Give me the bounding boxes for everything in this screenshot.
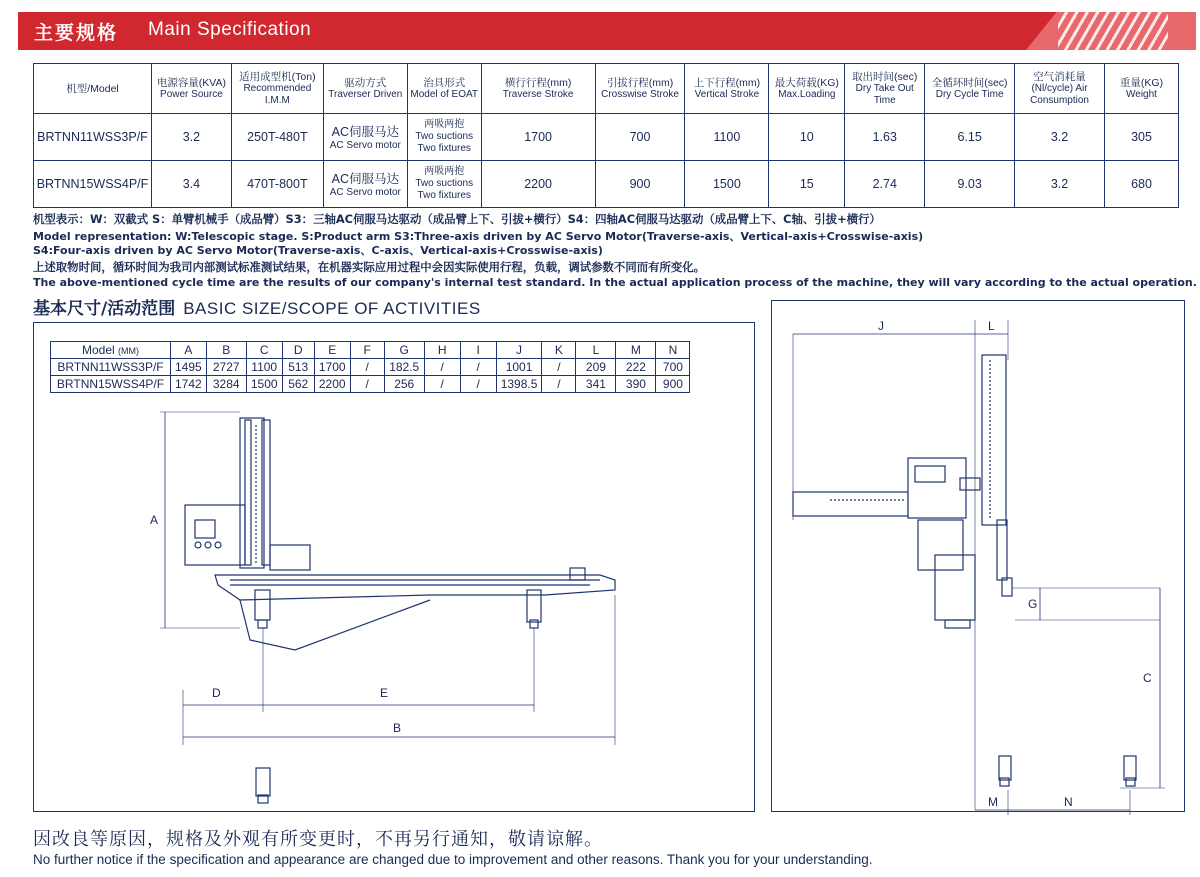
dims-cell: 1398.5 xyxy=(496,376,542,393)
cell-imm: 250T-480T xyxy=(231,114,323,161)
cell-vertical: 1500 xyxy=(685,161,769,208)
spec-header-vertical: 上下行程(mm) Vertical Stroke xyxy=(685,64,769,114)
cell-eoat: 两吸两抱 Two suctions Two fixtures xyxy=(407,114,481,161)
dims-header-e: E xyxy=(314,342,350,359)
dims-cell: 562 xyxy=(282,376,314,393)
dims-cell: / xyxy=(424,376,460,393)
dims-header-j: J xyxy=(496,342,542,359)
dims-cell: 209 xyxy=(576,359,616,376)
cell-crosswise: 900 xyxy=(595,161,685,208)
dims-cell: 256 xyxy=(384,376,424,393)
dims-cell: / xyxy=(460,359,496,376)
dims-cell: 2200 xyxy=(314,376,350,393)
cell-imm: 470T-800T xyxy=(231,161,323,208)
dims-cell: 700 xyxy=(656,359,690,376)
spec-header-loading: 最大荷载(KG) Max.Loading xyxy=(769,64,845,114)
cell-traverse: 2200 xyxy=(481,161,595,208)
cell-cycle: 9.03 xyxy=(925,161,1015,208)
cell-model: BRTNN11WSS3P/F xyxy=(34,114,152,161)
spec-header-eoat: 治具形式 Model of EOAT xyxy=(407,64,481,114)
spec-header-air: 空气消耗量 (Nl/cycle) Air Consumption xyxy=(1015,64,1105,114)
dims-header-a: A xyxy=(171,342,207,359)
front-view-labels xyxy=(878,319,1152,809)
cell-drive: AC伺服马达 AC Servo motor xyxy=(323,114,407,161)
note-model-en-2: S4:Four-axis driven by AC Servo Motor(Traverse-axis、C-axis、Vertical-axis+Crosswise-axis) xyxy=(33,244,603,257)
spec-header-power: 电源容量(KVA) Power Source xyxy=(151,64,231,114)
dims-header-m: M xyxy=(616,342,656,359)
dims-cell-model: BRTNN15WSS4P/F xyxy=(51,376,171,393)
label-b: B xyxy=(393,721,402,735)
cell-weight: 680 xyxy=(1105,161,1179,208)
spec-header-model: 机型/Model xyxy=(34,64,152,114)
dims-cell: / xyxy=(350,359,384,376)
dims-cell: / xyxy=(542,359,576,376)
spec-header-takeout: 取出时间(sec) Dry Take Out Time xyxy=(845,64,925,114)
note-model-cn: 机型表示：W：双截式 S：单臂机械手（成品臂）S3：三轴AC伺服马达驱动（成品臂上下、引拔+横行）S4：四轴AC伺服马达驱动（成品臂上下、C轴、引拔+横行） xyxy=(33,212,881,226)
label-n: N xyxy=(1064,795,1073,809)
spec-header-traverse: 横行行程(mm) Traverse Stroke xyxy=(481,64,595,114)
cell-cycle: 6.15 xyxy=(925,114,1015,161)
cell-drive: AC伺服马达 AC Servo motor xyxy=(323,161,407,208)
label-c: C xyxy=(1143,671,1152,685)
dims-cell: 2727 xyxy=(206,359,246,376)
label-g: G xyxy=(1028,597,1038,611)
footer-notice-en: No further notice if the specification and appearance are changed due to improvement and other reasons. Thank you for your understanding. xyxy=(33,852,873,867)
dims-header-g: G xyxy=(384,342,424,359)
spec-header-imm: 适用成型机(Ton) Recommended I.M.M xyxy=(231,64,323,114)
side-view-drawing xyxy=(160,412,615,803)
dims-cell: 1742 xyxy=(171,376,207,393)
section-title-cn: 基本尺寸/活动范围 xyxy=(33,299,176,319)
dims-header-c: C xyxy=(246,342,282,359)
dims-cell: 1495 xyxy=(171,359,207,376)
dims-header-d: D xyxy=(282,342,314,359)
cell-model: BRTNN15WSS4P/F xyxy=(34,161,152,208)
label-l: L xyxy=(988,319,995,333)
dims-cell: 182.5 xyxy=(384,359,424,376)
header-title-en: Main Specification xyxy=(148,19,312,40)
header-title-cn: 主要规格 xyxy=(34,22,119,44)
note-cycle-en: The above-mentioned cycle time are the results of our company's internal test standard. In the actual application process of the machine, they will vary according to the actual operation. xyxy=(33,276,1197,289)
dims-cell: 222 xyxy=(616,359,656,376)
dims-cell: / xyxy=(460,376,496,393)
front-view-drawing xyxy=(793,320,1165,815)
section-title-en: BASIC SIZE/SCOPE OF ACTIVITIES xyxy=(183,299,481,318)
dims-cell: 390 xyxy=(616,376,656,393)
spec-header-weight: 重量(KG) Weight xyxy=(1105,64,1179,114)
dims-cell: 341 xyxy=(576,376,616,393)
dims-cell-model: BRTNN11WSS3P/F xyxy=(51,359,171,376)
cell-takeout: 2.74 xyxy=(845,161,925,208)
cell-vertical: 1100 xyxy=(685,114,769,161)
label-j: J xyxy=(878,319,884,333)
cell-takeout: 1.63 xyxy=(845,114,925,161)
spec-header-cycle: 全循环时间(sec) Dry Cycle Time xyxy=(925,64,1015,114)
cell-air: 3.2 xyxy=(1015,114,1105,161)
dims-cell: / xyxy=(542,376,576,393)
note-model-en-1: Model representation: W:Telescopic stage. S:Product arm S3:Three-axis driven by AC Servo Motor(Traverse-axis、Vertical-axis+Crosswise-axis) xyxy=(33,230,924,243)
cell-crosswise: 700 xyxy=(595,114,685,161)
dims-cell: / xyxy=(350,376,384,393)
label-d: D xyxy=(212,686,221,700)
spec-header-drive: 驱动方式 Traverser Driven xyxy=(323,64,407,114)
dims-cell: 1100 xyxy=(246,359,282,376)
label-e: E xyxy=(380,686,389,700)
dims-cell: / xyxy=(424,359,460,376)
label-m: M xyxy=(988,795,998,809)
spec-header-crosswise: 引拔行程(mm) Crosswise Stroke xyxy=(595,64,685,114)
dims-header-h: H xyxy=(424,342,460,359)
label-a: A xyxy=(150,513,159,527)
dims-cell: 513 xyxy=(282,359,314,376)
dims-header-l: L xyxy=(576,342,616,359)
dims-cell: 3284 xyxy=(206,376,246,393)
dims-cell: 900 xyxy=(656,376,690,393)
side-view-labels xyxy=(150,513,401,735)
dims-header-i: I xyxy=(460,342,496,359)
cell-power: 3.2 xyxy=(151,114,231,161)
dims-cell: 1500 xyxy=(246,376,282,393)
dims-header-b: B xyxy=(206,342,246,359)
cell-power: 3.4 xyxy=(151,161,231,208)
dims-header-model: Model (MM) xyxy=(51,342,171,359)
dims-cell: 1700 xyxy=(314,359,350,376)
note-cycle-cn: 上述取物时间，循环时间为我司内部测试标准测试结果，在机器实际应用过程中会因实际使用行程，负载，调试参数不同而有所变化。 xyxy=(33,260,706,274)
cell-loading: 10 xyxy=(769,114,845,161)
dims-header-k: K xyxy=(542,342,576,359)
cell-eoat: 两吸两抱 Two suctions Two fixtures xyxy=(407,161,481,208)
cell-weight: 305 xyxy=(1105,114,1179,161)
cell-traverse: 1700 xyxy=(481,114,595,161)
cell-loading: 15 xyxy=(769,161,845,208)
dims-cell: 1001 xyxy=(496,359,542,376)
footer-notice-cn: 因改良等原因，规格及外观有所变更时，不再另行通知，敬请谅解。 xyxy=(33,829,603,850)
cell-air: 3.2 xyxy=(1015,161,1105,208)
dims-header-f: F xyxy=(350,342,384,359)
dims-header-n: N xyxy=(656,342,690,359)
